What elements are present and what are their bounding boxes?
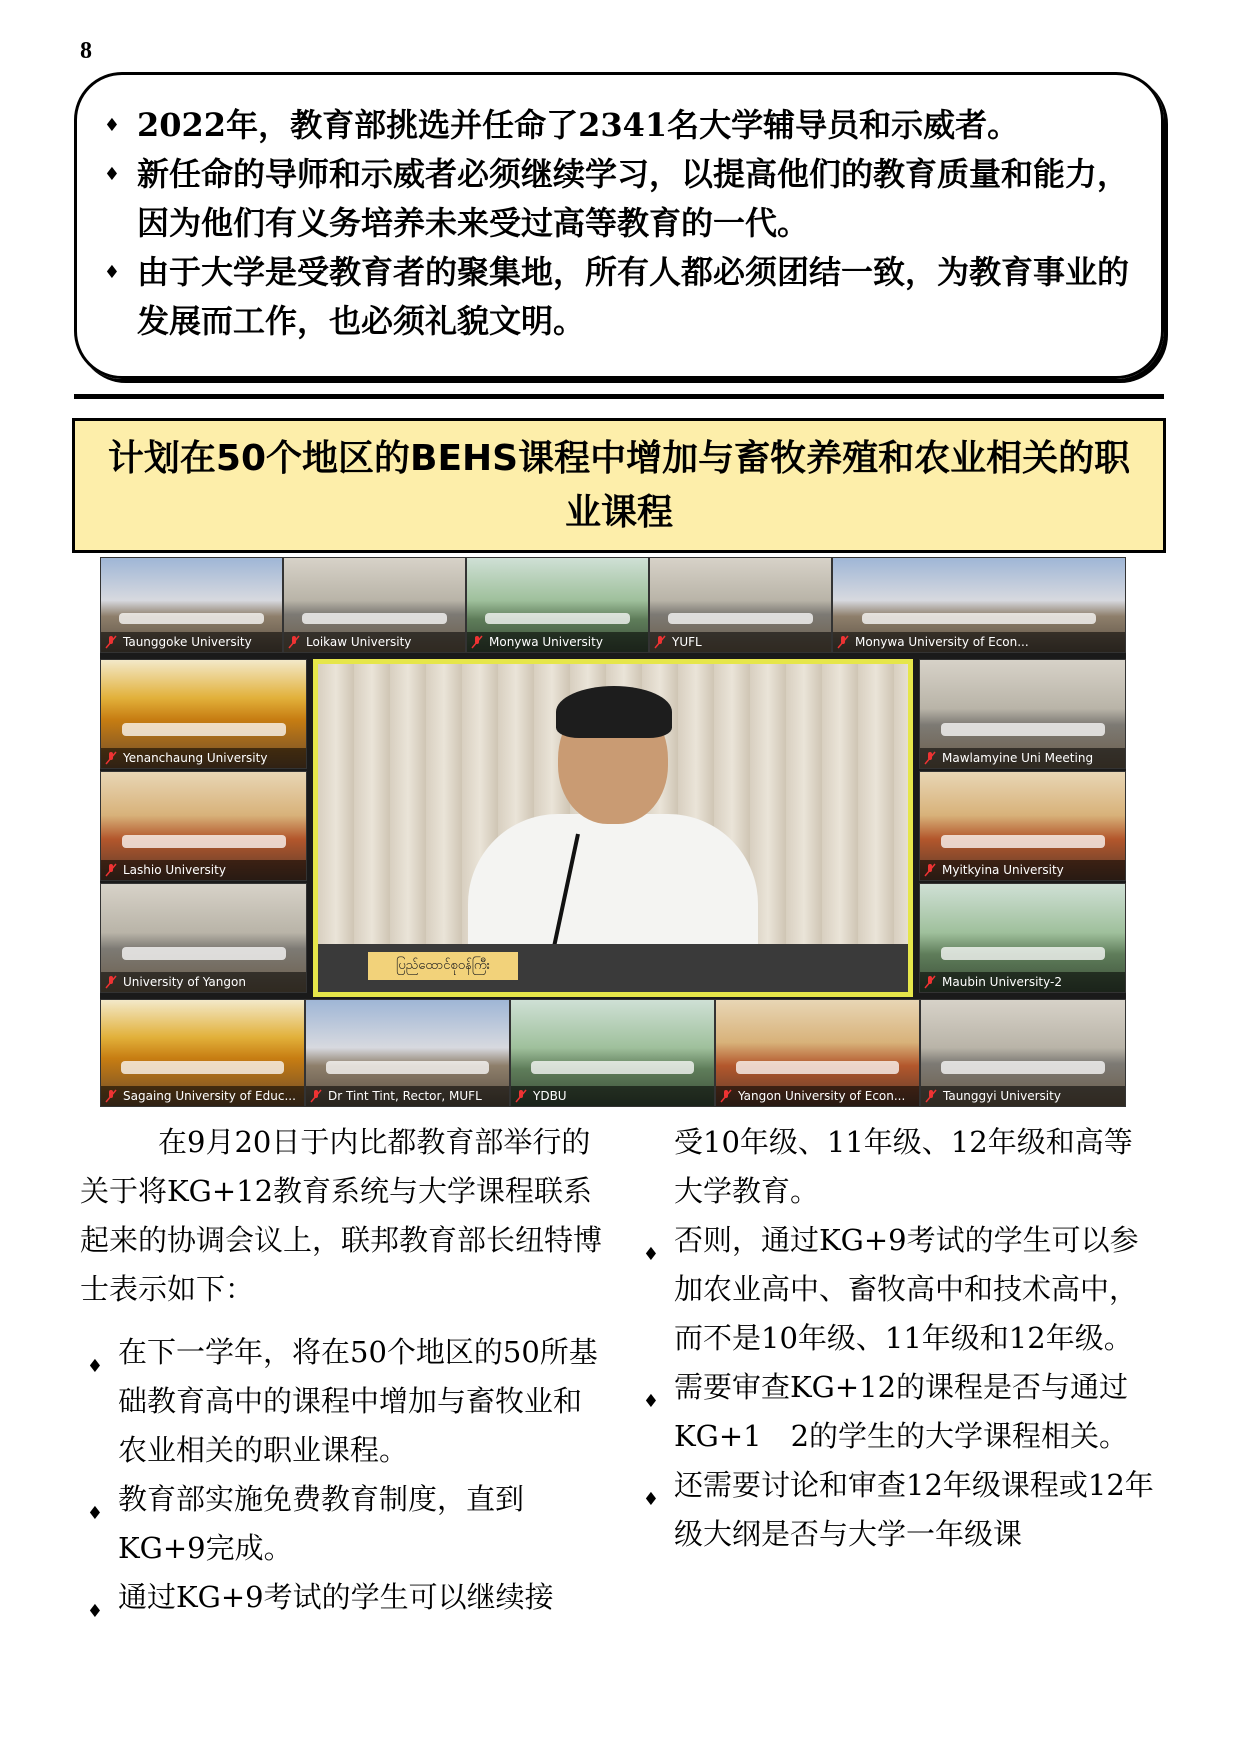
diamond-bullet-icon: ♦: [103, 262, 121, 283]
tile-label: University of Yangon: [123, 975, 246, 989]
video-tile: [919, 771, 1126, 881]
article-bullet-text: 否则，通过KG+9考试的学生可以参加农业高中、畜牧高中和技术高中，而不是10年级、11年级和12年级。: [674, 1223, 1139, 1355]
list-item: [97, 101, 1131, 150]
list-item: [80, 1475, 604, 1573]
article-column-left: [80, 1118, 604, 1622]
muted-mic-icon: [924, 975, 936, 989]
tile-label: Yenanchaung University: [123, 751, 268, 765]
tile-label: Sagaing University of Educ...: [123, 1089, 296, 1103]
article-bullet-text: 还需要讨论和审查12年级课程或12年级大纲是否与大学一年级课: [674, 1468, 1154, 1551]
video-tile: [919, 883, 1126, 993]
muted-mic-icon: [515, 1089, 527, 1103]
page-number: 8: [80, 38, 92, 64]
muted-mic-icon: [288, 635, 300, 649]
video-tile: [100, 557, 283, 653]
article-bullet-text: 在下一学年，将在50个地区的50所基础教育高中的课程中增加与畜牧业和农业相关的职业课程。: [118, 1335, 598, 1467]
muted-mic-icon: [105, 863, 117, 877]
muted-mic-icon: [310, 1089, 322, 1103]
video-tile: [100, 883, 307, 993]
video-tile: [100, 659, 307, 769]
article-list-left: [80, 1328, 604, 1622]
video-tile: [100, 771, 307, 881]
article-list-right: [636, 1216, 1160, 1559]
diamond-bullet-icon: ♦: [86, 1503, 104, 1524]
diamond-bullet-icon: ♦: [103, 164, 121, 185]
list-item: [80, 1573, 604, 1622]
article-bullet-text: 教育部实施免费教育制度，直到KG+9完成。: [118, 1482, 525, 1565]
tile-label: Taunggoke University: [123, 635, 252, 649]
list-item: [97, 150, 1131, 248]
main-speaker-tile: [313, 659, 913, 997]
video-tile: [649, 557, 832, 653]
headline: 计划在50个地区的BEHS课程中增加与畜牧养殖和农业相关的职业课程: [107, 437, 1131, 533]
video-tile: [920, 999, 1126, 1107]
diamond-bullet-icon: ♦: [86, 1356, 104, 1377]
tile-label: Dr Tint Tint, Rector, MUFL: [328, 1089, 482, 1103]
diamond-bullet-icon: ♦: [642, 1489, 660, 1510]
diamond-bullet-icon: ♦: [103, 115, 121, 136]
list-item: [636, 1363, 1160, 1461]
section-divider: [74, 394, 1164, 399]
article-continuation: 受10年级、11年级、12年级和高等大学教育。: [674, 1125, 1133, 1208]
muted-mic-icon: [471, 635, 483, 649]
summary-bullet-text: 由于大学是受教育者的聚集地，所有人都必须团结一致，为教育事业的发展而工作，也必须礼貌文明。: [137, 253, 1130, 340]
video-tile: [832, 557, 1126, 653]
diamond-bullet-icon: ♦: [642, 1391, 660, 1412]
muted-mic-icon: [105, 635, 117, 649]
list-item: [636, 1461, 1160, 1559]
tile-label: YDBU: [533, 1089, 567, 1103]
muted-mic-icon: [837, 635, 849, 649]
speaker-nameplate: ပြည်ထောင်စုဝန်ကြီး: [368, 952, 518, 980]
headline-box: [72, 418, 1166, 553]
article-intro: 在9月20日于内比都教育部举行的关于将KG+12教育系统与大学课程联系起来的协调会议上，联邦教育部长纽特博士表示如下：: [80, 1125, 603, 1306]
article-bullet-text: 通过KG+9考试的学生可以继续接: [118, 1580, 554, 1614]
tile-label: Myitkyina University: [942, 863, 1064, 877]
muted-mic-icon: [924, 751, 936, 765]
video-conference-photo: [100, 557, 1126, 1107]
article-bullet-text: 需要审查KG+12的课程是否与通过KG+1 2的学生的大学课程相关。: [674, 1370, 1129, 1453]
video-tile: [305, 999, 510, 1107]
muted-mic-icon: [925, 1089, 937, 1103]
muted-mic-icon: [654, 635, 666, 649]
video-tile: [919, 659, 1126, 769]
tile-label: Loikaw University: [306, 635, 412, 649]
article-column-right: [636, 1118, 1160, 1559]
video-tile: [466, 557, 649, 653]
tile-label: Monywa University of Econ...: [855, 635, 1029, 649]
tile-label: YUFL: [672, 635, 702, 649]
muted-mic-icon: [105, 751, 117, 765]
diamond-bullet-icon: ♦: [642, 1244, 660, 1265]
tile-label: Monywa University: [489, 635, 603, 649]
summary-bullet-text: 2022年，教育部挑选并任命了2341名大学辅导员和示威者。: [137, 106, 1020, 144]
list-item: [97, 248, 1131, 346]
muted-mic-icon: [924, 863, 936, 877]
summary-box: [74, 72, 1164, 379]
tile-label: Mawlamyine Uni Meeting: [942, 751, 1094, 765]
diamond-bullet-icon: ♦: [86, 1601, 104, 1622]
tile-label: Maubin University-2: [942, 975, 1062, 989]
tile-label: Yangon University of Econ...: [738, 1089, 906, 1103]
video-tile: [715, 999, 920, 1107]
muted-mic-icon: [720, 1089, 732, 1103]
summary-list: [97, 101, 1131, 346]
video-tile: [510, 999, 715, 1107]
list-item: [636, 1216, 1160, 1363]
tile-label: Taunggyi University: [943, 1089, 1061, 1103]
list-item: [80, 1328, 604, 1475]
tile-label: Lashio University: [123, 863, 226, 877]
video-tile: [283, 557, 466, 653]
muted-mic-icon: [105, 975, 117, 989]
video-tile: [100, 999, 305, 1107]
muted-mic-icon: [105, 1089, 117, 1103]
summary-bullet-text: 新任命的导师和示威者必须继续学习，以提高他们的教育质量和能力，因为他们有义务培养未来受过高等教育的一代。: [137, 155, 1130, 242]
